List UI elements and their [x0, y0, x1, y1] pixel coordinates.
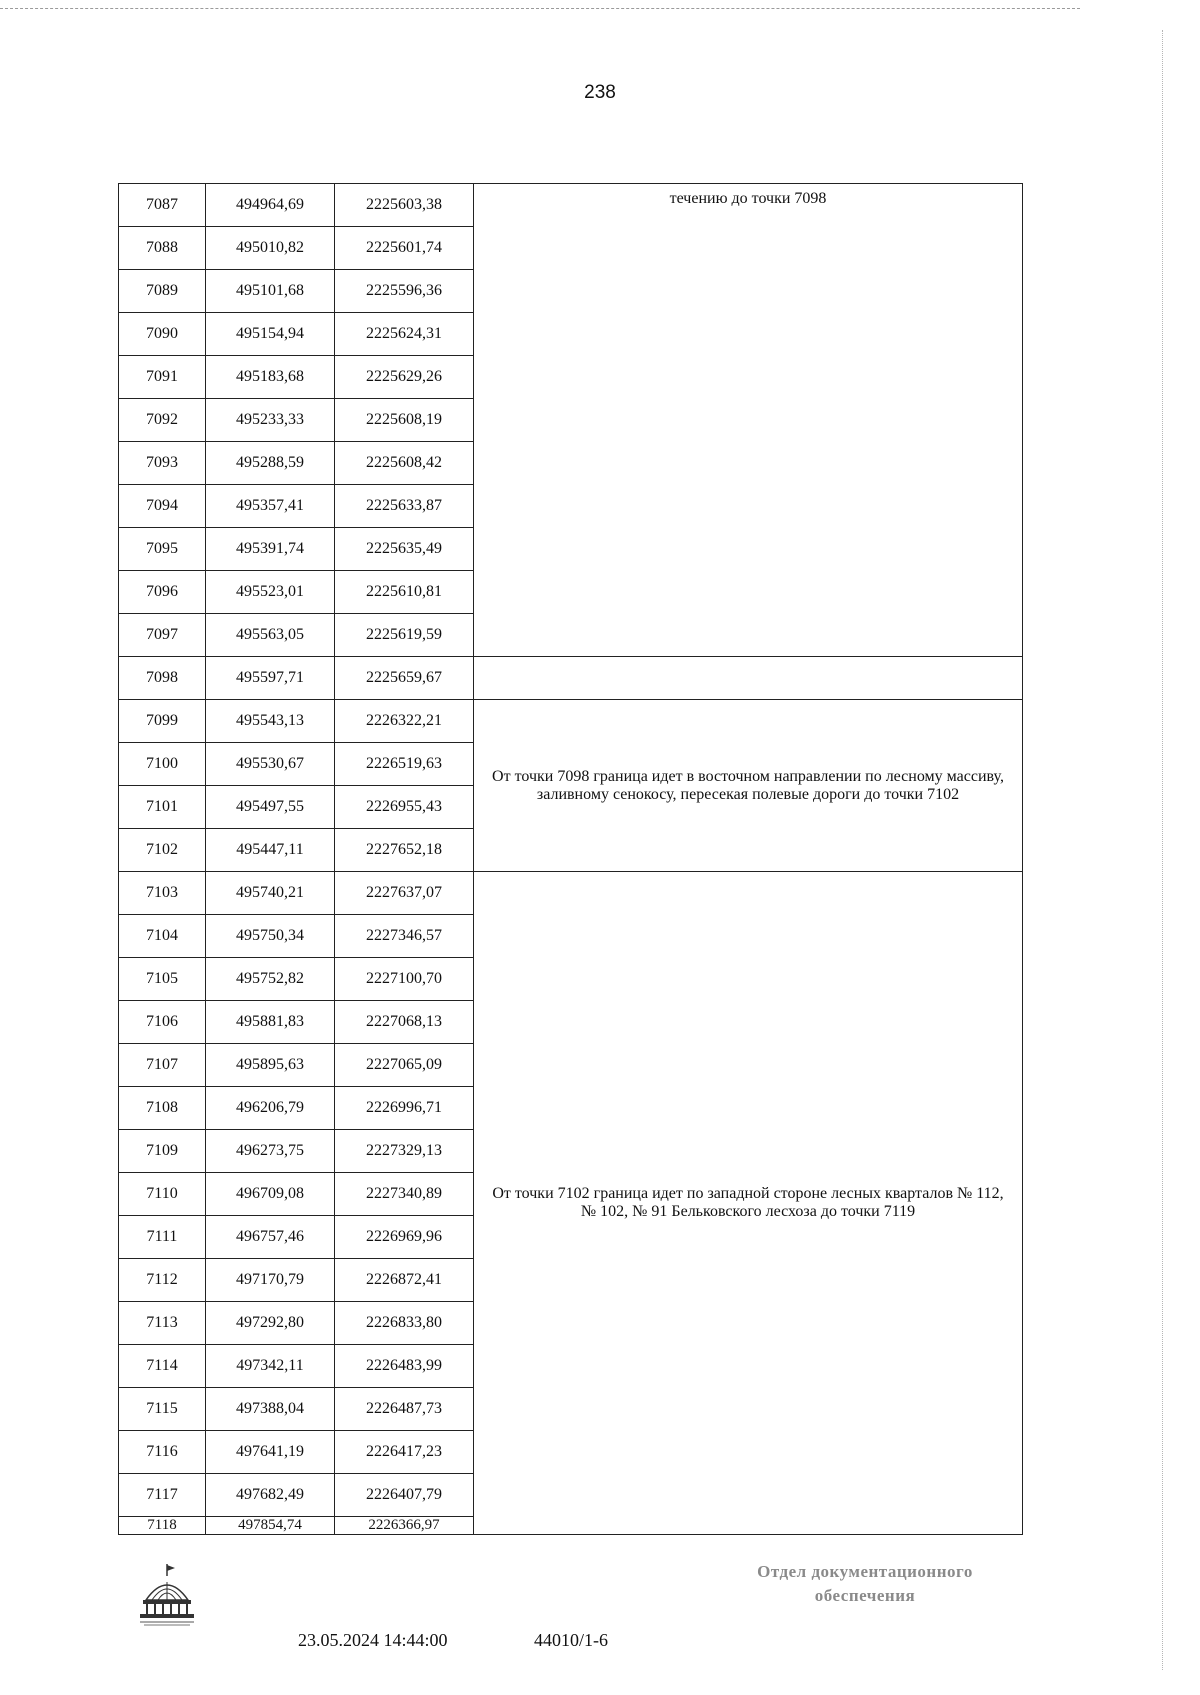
point-number-cell: 7112	[119, 1259, 206, 1302]
x-coordinate-cell: 496206,79	[206, 1087, 335, 1130]
x-coordinate-cell: 495740,21	[206, 872, 335, 915]
y-coordinate-cell: 2225619,59	[335, 614, 474, 657]
point-number-cell: 7113	[119, 1302, 206, 1345]
x-coordinate-cell: 495881,83	[206, 1001, 335, 1044]
x-coordinate-cell: 497641,19	[206, 1431, 335, 1474]
x-coordinate-cell: 496273,75	[206, 1130, 335, 1173]
point-number-cell: 7110	[119, 1173, 206, 1216]
y-coordinate-cell: 2225610,81	[335, 571, 474, 614]
y-coordinate-cell: 2225624,31	[335, 313, 474, 356]
point-number-cell: 7111	[119, 1216, 206, 1259]
x-coordinate-cell: 495597,71	[206, 657, 335, 700]
table-row	[119, 184, 1023, 227]
y-coordinate-cell: 2227340,89	[335, 1173, 474, 1216]
y-coordinate-cell: 2227652,18	[335, 829, 474, 872]
point-number-cell: 7095	[119, 528, 206, 571]
point-number-cell: 7096	[119, 571, 206, 614]
y-coordinate-cell: 2225633,87	[335, 485, 474, 528]
x-coordinate-cell: 495357,41	[206, 485, 335, 528]
coordinates-table	[118, 183, 1023, 1535]
y-coordinate-cell: 2226417,23	[335, 1431, 474, 1474]
y-coordinate-cell: 2227346,57	[335, 915, 474, 958]
x-coordinate-cell: 495895,63	[206, 1044, 335, 1087]
point-number-cell: 7117	[119, 1474, 206, 1517]
point-number-cell: 7098	[119, 657, 206, 700]
x-coordinate-cell: 497170,79	[206, 1259, 335, 1302]
y-coordinate-cell: 2225635,49	[335, 528, 474, 571]
coordinates-table-wrapper	[118, 183, 1023, 1535]
table-row	[119, 700, 1023, 743]
description-cell-empty	[474, 657, 1023, 700]
x-coordinate-cell: 494964,69	[206, 184, 335, 227]
point-number-cell: 7116	[119, 1431, 206, 1474]
footer-stamp-line1: Отдел документационного	[757, 1562, 973, 1581]
state-duma-emblem-icon	[138, 1562, 196, 1626]
page-number: 238	[584, 82, 616, 103]
y-coordinate-cell: 2226322,21	[335, 700, 474, 743]
x-coordinate-cell: 497342,11	[206, 1345, 335, 1388]
point-number-cell: 7106	[119, 1001, 206, 1044]
y-coordinate-cell: 2225608,19	[335, 399, 474, 442]
point-number-cell: 7102	[119, 829, 206, 872]
x-coordinate-cell: 495530,67	[206, 743, 335, 786]
y-coordinate-cell: 2226872,41	[335, 1259, 474, 1302]
x-coordinate-cell: 495233,33	[206, 399, 335, 442]
y-coordinate-cell: 2225603,38	[335, 184, 474, 227]
footer-doc-number: 44010/1-6	[534, 1630, 608, 1650]
point-number-cell: 7092	[119, 399, 206, 442]
point-number-cell: 7115	[119, 1388, 206, 1431]
point-number-cell: 7108	[119, 1087, 206, 1130]
footer-datetime: 23.05.2024 14:44:00	[298, 1630, 448, 1650]
y-coordinate-cell: 2225608,42	[335, 442, 474, 485]
y-coordinate-cell: 2226955,43	[335, 786, 474, 829]
x-coordinate-cell: 495752,82	[206, 958, 335, 1001]
point-number-cell: 7103	[119, 872, 206, 915]
x-coordinate-cell: 495391,74	[206, 528, 335, 571]
y-coordinate-cell: 2226833,80	[335, 1302, 474, 1345]
x-coordinate-cell: 497292,80	[206, 1302, 335, 1345]
x-coordinate-cell: 496757,46	[206, 1216, 335, 1259]
point-number-cell: 7091	[119, 356, 206, 399]
y-coordinate-cell: 2226407,79	[335, 1474, 474, 1517]
x-coordinate-cell: 496709,08	[206, 1173, 335, 1216]
x-coordinate-cell: 495288,59	[206, 442, 335, 485]
point-number-cell: 7088	[119, 227, 206, 270]
y-coordinate-cell: 2227329,13	[335, 1130, 474, 1173]
x-coordinate-cell: 495010,82	[206, 227, 335, 270]
y-coordinate-cell: 2226519,63	[335, 743, 474, 786]
point-number-cell: 7093	[119, 442, 206, 485]
x-coordinate-cell: 495447,11	[206, 829, 335, 872]
point-number-cell: 7109	[119, 1130, 206, 1173]
point-number-cell: 7089	[119, 270, 206, 313]
x-coordinate-cell: 495750,34	[206, 915, 335, 958]
x-coordinate-cell: 495101,68	[206, 270, 335, 313]
x-coordinate-cell: 495497,55	[206, 786, 335, 829]
point-number-cell: 7094	[119, 485, 206, 528]
point-number-cell: 7099	[119, 700, 206, 743]
point-number-cell: 7107	[119, 1044, 206, 1087]
point-number-cell: 7114	[119, 1345, 206, 1388]
table-row	[119, 657, 1023, 700]
point-number-cell: 7105	[119, 958, 206, 1001]
scan-edge-right	[1162, 30, 1163, 1670]
x-coordinate-cell: 497682,49	[206, 1474, 335, 1517]
description-cell: течению до точки 7098	[474, 184, 1023, 657]
x-coordinate-cell: 495523,01	[206, 571, 335, 614]
point-number-cell: 7090	[119, 313, 206, 356]
y-coordinate-cell: 2226487,73	[335, 1388, 474, 1431]
description-cell: От точки 7098 граница идет в восточном направлении по лесному массиву, заливному сенокосу, пересекая полевые дороги до точки 7102	[474, 700, 1023, 872]
y-coordinate-cell: 2226996,71	[335, 1087, 474, 1130]
x-coordinate-cell: 497388,04	[206, 1388, 335, 1431]
coordinates-table-body	[119, 184, 1023, 1535]
x-coordinate-cell: 495183,68	[206, 356, 335, 399]
x-coordinate-cell: 495563,05	[206, 614, 335, 657]
y-coordinate-cell: 2225659,67	[335, 657, 474, 700]
x-coordinate-cell: 497854,74	[206, 1517, 335, 1535]
x-coordinate-cell: 495543,13	[206, 700, 335, 743]
y-coordinate-cell: 2226366,97	[335, 1517, 474, 1535]
point-number-cell: 7097	[119, 614, 206, 657]
scan-edge-top	[0, 8, 1080, 9]
table-row	[119, 872, 1023, 915]
y-coordinate-cell: 2225629,26	[335, 356, 474, 399]
y-coordinate-cell: 2227100,70	[335, 958, 474, 1001]
description-cell: От точки 7102 граница идет по западной стороне лесных кварталов № 112, № 102, № 91 Бельковского лесхоза до точки 7119	[474, 872, 1023, 1535]
point-number-cell: 7087	[119, 184, 206, 227]
point-number-cell: 7101	[119, 786, 206, 829]
y-coordinate-cell: 2227068,13	[335, 1001, 474, 1044]
y-coordinate-cell: 2227065,09	[335, 1044, 474, 1087]
footer-stamp	[705, 1560, 1025, 1608]
y-coordinate-cell: 2225601,74	[335, 227, 474, 270]
footer-stamp-line2: обеспечения	[814, 1586, 916, 1605]
point-number-cell: 7104	[119, 915, 206, 958]
y-coordinate-cell: 2226483,99	[335, 1345, 474, 1388]
point-number-cell: 7100	[119, 743, 206, 786]
y-coordinate-cell: 2225596,36	[335, 270, 474, 313]
y-coordinate-cell: 2227637,07	[335, 872, 474, 915]
y-coordinate-cell: 2226969,96	[335, 1216, 474, 1259]
x-coordinate-cell: 495154,94	[206, 313, 335, 356]
point-number-cell: 7118	[119, 1517, 206, 1535]
